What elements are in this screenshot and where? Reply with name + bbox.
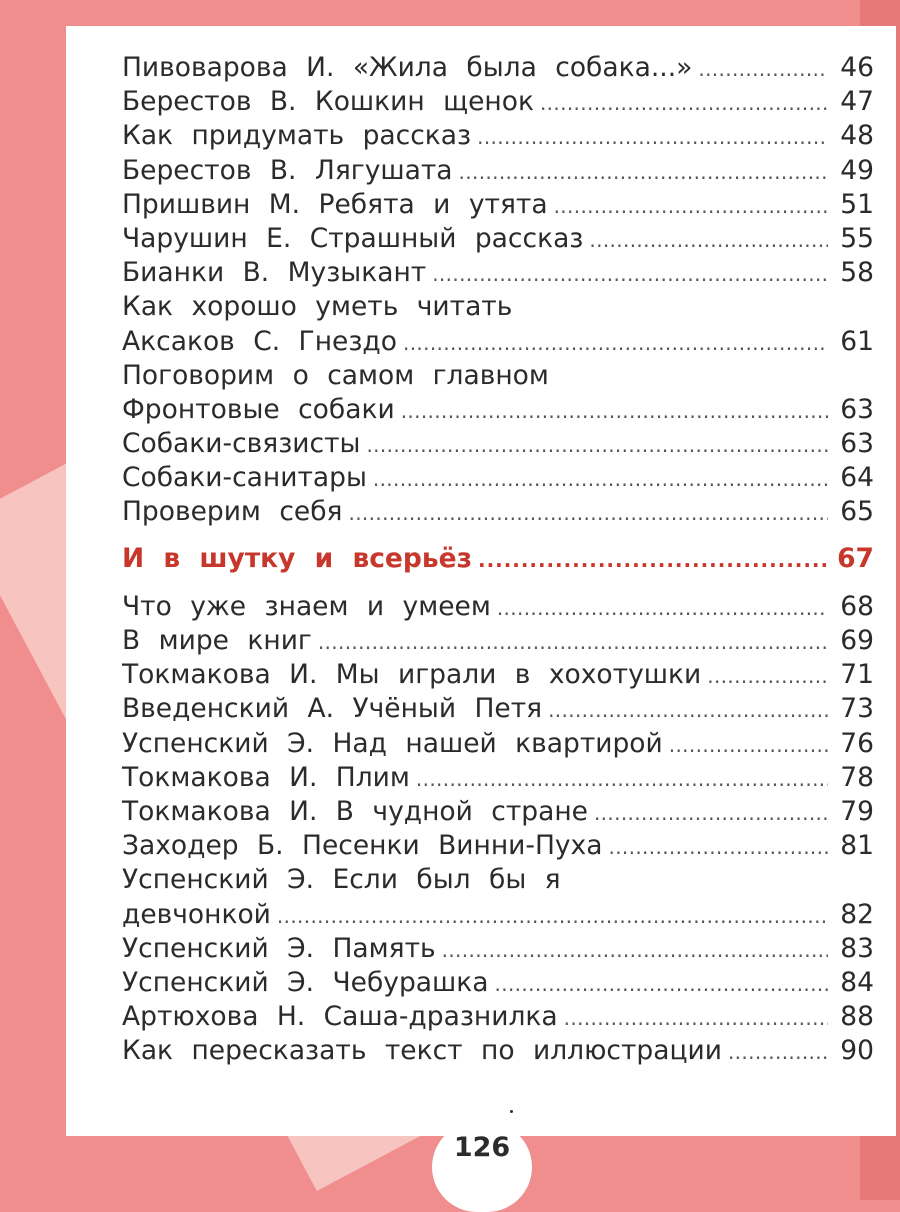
entry-page: 78 [840, 761, 874, 793]
dot-leader [540, 91, 828, 115]
entry-page: 61 [840, 325, 874, 357]
entry-page: 90 [840, 1035, 874, 1067]
dot-leader [497, 596, 828, 620]
dot-leader [366, 433, 828, 457]
entry-page: 63 [840, 393, 874, 425]
toc-entry [122, 428, 874, 462]
entry-title: Токмакова И. Мы играли в хохотушки [122, 659, 702, 691]
entry-title: Артюхова Н. Саша-дразнилка [122, 1001, 558, 1033]
entry-title: Чарушин Е. Страшный рассказ [122, 222, 584, 254]
dot-leader [459, 160, 828, 184]
toc-entry [122, 899, 874, 933]
entry-page: 79 [840, 795, 874, 827]
entry-title: Как придумать рассказ [122, 120, 472, 152]
toc-entry [122, 864, 874, 898]
entry-title: Токмакова И. В чудной стране [122, 795, 588, 827]
entry-title: Фронтовые собаки [122, 393, 395, 425]
dot-leader [728, 1040, 828, 1064]
entry-title: Успенский Э. Память [122, 932, 436, 964]
toc-entry [122, 933, 874, 967]
entry-title: Заходер Б. Песенки Винни-Пуха [122, 830, 603, 862]
section-title: И в шутку и всерьёз [122, 542, 473, 574]
toc-subheading [122, 291, 874, 325]
entry-title: Собаки-санитары [122, 462, 367, 494]
entry-title: В мире книг [122, 625, 312, 656]
entry-page: 63 [840, 428, 874, 460]
toc-entry [122, 728, 874, 762]
entry-page: 49 [840, 154, 874, 186]
toc-entry [122, 326, 874, 360]
entry-page: 55 [840, 222, 874, 254]
toc-entry [122, 1001, 874, 1035]
dot-leader [564, 1006, 828, 1030]
entry-title: Токмакова И. Плим [122, 761, 410, 793]
entry-page: 83 [840, 932, 874, 964]
toc-entry [122, 257, 874, 291]
entry-title: Поговорим о самом главном [122, 359, 549, 391]
entry-page: 58 [840, 257, 874, 289]
decorative-dot [510, 1110, 513, 1113]
toc-entry [122, 155, 874, 189]
toc-entry [122, 830, 874, 864]
toc-entry [122, 496, 874, 530]
entry-title: Бианки В. Музыкант [122, 257, 427, 289]
entry-page: 51 [840, 188, 874, 220]
toc-entry [122, 591, 874, 625]
entry-page: 68 [840, 590, 874, 622]
entry-title: Успенский Э. Над нашей квартирой [122, 727, 663, 759]
toc-entry [122, 223, 874, 257]
page-number: 126 [453, 1132, 511, 1163]
section-page: 67 [837, 542, 874, 574]
toc-entry [122, 189, 874, 223]
dot-leader [554, 194, 828, 218]
entry-page: 76 [840, 727, 874, 759]
dot-leader [698, 57, 828, 81]
entry-page: 65 [840, 496, 874, 528]
entry-title: Как хорошо уметь читать [122, 291, 513, 323]
toc-entry [122, 52, 874, 86]
dot-leader [477, 125, 828, 149]
page-number-tab [432, 1122, 532, 1212]
entry-title: Успенский Э. Если был бы я [122, 864, 561, 896]
entry-page: 73 [840, 693, 874, 725]
toc-entry [122, 1035, 874, 1069]
dot-leader [403, 331, 828, 355]
entry-title: Что уже знаем и умеем [122, 590, 491, 622]
dot-leader [548, 698, 828, 722]
toc-entry [122, 394, 874, 428]
entry-page: 69 [840, 625, 874, 656]
entry-title: Пришвин М. Ребята и утята [122, 188, 548, 220]
table-of-contents [122, 52, 874, 1069]
entry-page: 64 [840, 462, 874, 494]
entry-page: 71 [840, 659, 874, 691]
entry-title: Берестов В. Лягушата [122, 154, 453, 186]
entry-page: 88 [840, 1001, 874, 1033]
entry-title: девчонкой [122, 898, 271, 930]
entry-title: Как пересказать текст по иллюстрации [122, 1035, 722, 1067]
entry-title: Проверим себя [122, 496, 343, 528]
entry-page: 48 [840, 120, 874, 152]
dot-leader [608, 835, 828, 859]
entry-title: Аксаков С. Гнездо [122, 325, 397, 357]
entry-title: Введенский А. Учёный Петя [122, 693, 543, 725]
entry-title: Пивоварова И. «Жила была собака...» [122, 52, 693, 83]
toc-entry [122, 762, 874, 796]
toc-section-heading [122, 543, 874, 577]
dot-leader [349, 501, 829, 525]
entry-page: 82 [840, 898, 874, 930]
dot-leader [373, 467, 828, 491]
dot-leader [416, 767, 828, 791]
toc-entry [122, 462, 874, 496]
toc-entry [122, 967, 874, 1001]
toc-entry [122, 796, 874, 830]
entry-page: 84 [840, 966, 874, 998]
toc-entry [122, 693, 874, 727]
entry-title: Берестов В. Кошкин щенок [122, 86, 534, 118]
entry-page: 81 [840, 830, 874, 862]
entry-page: 47 [840, 86, 874, 118]
dot-leader [669, 733, 828, 757]
toc-entry [122, 625, 874, 659]
dot-leader [478, 548, 828, 572]
entry-title: Успенский Э. Чебурашка [122, 966, 489, 998]
toc-subheading [122, 360, 874, 394]
dot-leader [277, 904, 828, 928]
dot-leader [432, 262, 828, 286]
toc-entry [122, 86, 874, 120]
dot-leader [594, 801, 828, 825]
toc-entry [122, 659, 874, 693]
dot-leader [318, 630, 828, 654]
dot-leader [442, 938, 828, 962]
entry-page: 46 [840, 52, 874, 83]
dot-leader [401, 399, 828, 423]
toc-entry [122, 120, 874, 154]
dot-leader [495, 972, 828, 996]
dot-leader [589, 228, 828, 252]
dot-leader [707, 664, 828, 688]
entry-title: Собаки-связисты [122, 428, 361, 460]
